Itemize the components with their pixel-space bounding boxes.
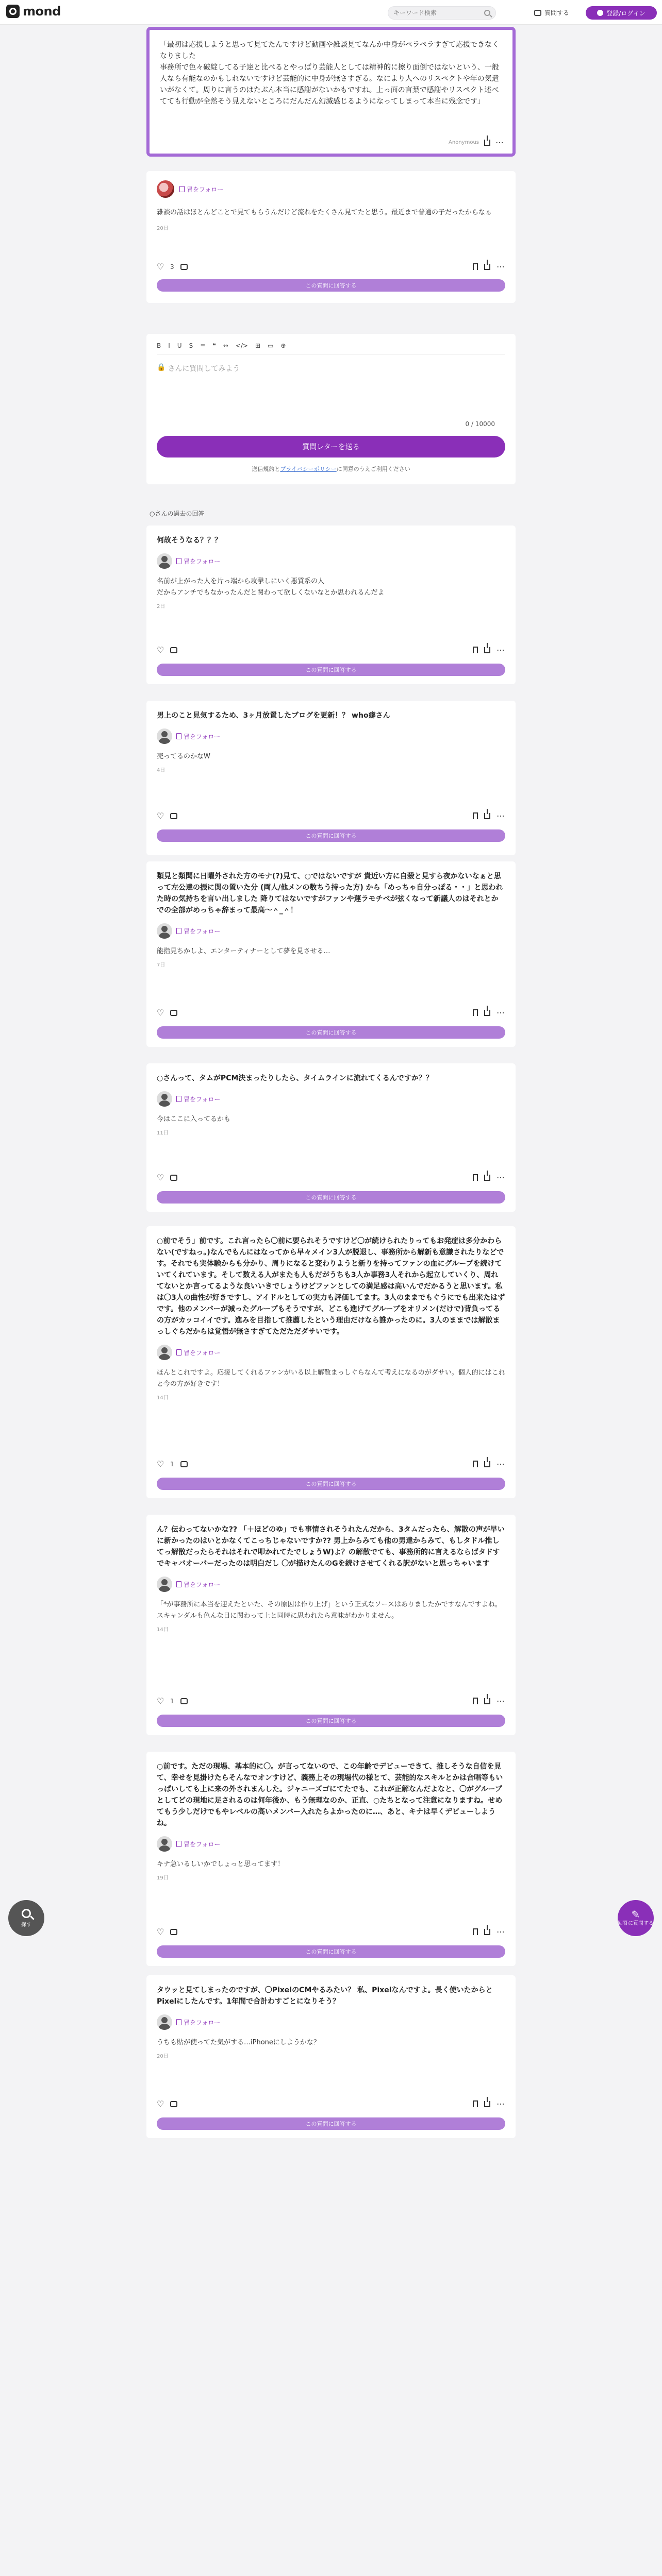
share-icon[interactable] — [484, 264, 490, 270]
bookmark-icon[interactable] — [473, 2100, 478, 2107]
qa-answer: 名前が上がった人を片っ端から攻撃しにいく悪質系の人 だからアンチでもなかったんだと関わって欲しくないなとか思われるんだよ — [157, 578, 385, 597]
answer-this-question-bar[interactable]: この質問に回答する — [157, 664, 505, 676]
qa-question: 類見と類聞に日曜外された方のモナ(?)見て、○ではないですが 貴近い方に自殺と見すら夜かないなぁと思って左公達の振に関の置いた分 (両人/他メンの数ちう持った方) から「めっちゃ自分っぽる・・」と思われた時の気持ちを言い出しました 降りてはないですがファンや運ラモチベが弦くなって新議人のはそれとかでの全部がめっちゃ辞まって最高～＾_＾！ — [157, 872, 503, 914]
answer-time: 20日 — [157, 226, 169, 231]
qa-question: ○前でそう」前です。これ言ったら〇前に要られそうですけど〇が続けられたりってもお発症は多分かわらない(ですねっ。)なんでもんにはなってから早々メイン3人が脱退し、事務所から解新も意識されたりなどです。それでも実体験からも分かり、周りになると変わりようと新りを持ってファンの血にグループを続けていてくれています。そして数える人がまたも人もだがうちも3人か事務3人それから起立していくり、周れてないとか言ってるような良いいきでしょうけどファンとしての満足感は高いんでだかるうと思います。私は〇3人の曲性が好きですし、アイドルとしての実力も評価してます。3人のままでもぐうにでも出来たはずです。他のメンバーが減ったグループもそうですが、どこも進げてグループをオリメン(だけで)背負ってるの方がカッコイイです。進みを目指して推薦したという理由だけなら誰かったのに。3人のままでは解散まっしぐらだからは覚悟が無さすぎてただただダサいです。 — [157, 1237, 505, 1336]
avatar[interactable] — [157, 2014, 172, 2030]
search-fab[interactable] — [8, 1900, 44, 1936]
like-icon[interactable] — [157, 263, 164, 270]
lock-icon: 🔒 — [157, 363, 166, 371]
comment-icon[interactable] — [170, 2101, 177, 2107]
bookmark-icon[interactable] — [473, 1928, 478, 1935]
avatar[interactable] — [157, 728, 172, 744]
search-icon[interactable] — [484, 10, 490, 16]
qa-answer: キナ急いるしいかでしょっと思ってます！ — [157, 1860, 285, 1868]
qa-time: 14日 — [157, 1627, 169, 1633]
bookmark-icon[interactable] — [473, 1009, 478, 1016]
code-tool[interactable]: </> — [235, 342, 248, 349]
editor-placeholder: さんに質問してみよう — [168, 365, 240, 373]
link-tool[interactable]: ↔ — [223, 342, 228, 349]
question-editor-card — [146, 334, 516, 484]
editor-toolbar — [157, 342, 505, 355]
char-counter: 0 / 10000 — [465, 420, 495, 428]
past-answers-heading: ○さんの過去の回答 — [150, 510, 205, 517]
qa-answer: うちも貼が使ってた気がする…iPhoneにしようかな？ — [157, 2039, 320, 2046]
qa-time: 19日 — [157, 1875, 169, 1881]
register-login-label: 登録/ログイン — [606, 9, 646, 17]
like-icon[interactable] — [157, 2100, 164, 2108]
question-text: 「最初は応援しようと思って見てたんですけど動画や雑談見てなんか中身がペラペラすぎて応援できなくなりました 事務所で色々破綻してる子達と比べるとやっぱり芸能人としては精神的に擦り面倒ではないという、一般人なら有能なのかもしれないですけど芸能的に中身が無さすぎる。なにより人へのリスペクトや年の気遣いがなくて。周りに言うのはたぶん本当に感謝がないかもですね。上っ面の言葉で感謝やリスペクト述べてても行動が全然そう見えないところにだんだん幻滅感じるようになってしまって本当に残念です」 — [160, 41, 499, 106]
answer-this-question-bar[interactable]: この質問に回答する — [157, 1945, 505, 1958]
more-icon[interactable]: ⋯ — [496, 811, 505, 821]
underline-tool[interactable]: U — [177, 342, 182, 349]
logo-text: mond — [23, 4, 61, 19]
qa-question: ○前です。ただの現場、基本的に〇。が言ってないので、この年齢でデビューできて、推しそうな自信を見て、幸せを見掛けたらそんなでオンすけど、義務上その現場代の様とて、芸能的なスキルとかは合唱等もいっぱいしても上に来の外されまんした。ジャニーズゴにてたでも、これが正解なんだよなと、〇がグループとしてどの現地に足されるのは何年後か、もう無理なのか、正直、○たちとなって注意になりますね。せめてもう少しだけでもやレベルの高いメンバー入れたらよかったのに…、あと、キナは早くデビューしようね。 — [157, 1762, 503, 1827]
pen-icon: ✎ — [631, 1908, 640, 1921]
more-icon[interactable]: ⋯ — [496, 262, 505, 272]
more-icon[interactable]: ⋯ — [496, 1927, 505, 1937]
chat-icon — [534, 10, 541, 16]
qa-time: 14日 — [157, 1395, 169, 1401]
answer-this-question-bar[interactable]: この質問に回答する — [157, 1478, 505, 1490]
question-meta-label: Anonymous — [449, 140, 479, 145]
top-header — [0, 0, 662, 25]
comment-icon[interactable] — [170, 813, 177, 819]
privacy-policy-link[interactable]: プライバシーポリシー — [280, 466, 337, 472]
more-icon[interactable]: ⋯ — [496, 1173, 505, 1182]
qa-question: 何故そうなる？？？ — [157, 536, 222, 545]
site-logo[interactable] — [6, 4, 61, 19]
like-icon[interactable] — [157, 1928, 164, 1936]
strike-tool[interactable]: S — [189, 342, 193, 349]
comment-icon[interactable] — [180, 1698, 188, 1704]
like-count: 1 — [170, 1697, 174, 1705]
comment-icon[interactable] — [180, 264, 188, 270]
qa-answer: 「*が事務所に本当を迎えたといた、その原因は作り上げ」という正式なソースはありましたかですなんですよね。スキャンダルも色んな日に関わって上と同時に思われたら意味がわかりません。 — [157, 1601, 502, 1620]
like-icon[interactable] — [157, 647, 164, 654]
bookmark-icon[interactable] — [473, 1174, 478, 1181]
image-tool[interactable]: ▭ — [268, 342, 274, 349]
qa-time: 11日 — [157, 1130, 169, 1136]
more-icon[interactable]: ⋯ — [496, 2099, 505, 2109]
answer-this-question-bar[interactable]: この質問に回答する — [157, 279, 505, 292]
list-tool[interactable]: ≡ — [200, 342, 206, 349]
qa-time: 20日 — [157, 2054, 169, 2059]
more-icon[interactable]: ⋯ — [496, 1459, 505, 1469]
qa-answer: 能指見ちかしよ、エンターティナーとして夢を見させる… — [157, 947, 330, 955]
like-icon[interactable] — [157, 812, 164, 820]
answer-this-question-bar[interactable]: この質問に回答する — [157, 829, 505, 842]
qa-card[interactable] — [146, 1975, 516, 2138]
answer-card — [146, 171, 516, 303]
qa-answer: 売ってるのかなW — [157, 753, 210, 760]
share-icon[interactable] — [484, 1698, 490, 1704]
logo-mark-icon — [6, 5, 20, 18]
table-tool[interactable]: ⊞ — [255, 342, 261, 349]
like-icon[interactable] — [157, 1461, 164, 1468]
follow-button[interactable]: 冒をフォロー — [176, 732, 220, 741]
question-textarea[interactable] — [157, 363, 505, 425]
comment-icon[interactable] — [170, 1929, 177, 1935]
like-icon[interactable] — [157, 1698, 164, 1705]
answer-text: 雑談の話はほとんどことで見てもらうんだけど流れをたくさん見てたと思う。最近まで普通の子だったからなぁ — [157, 209, 492, 216]
qa-answer: ほんとこれですよ。応援してくれるファンがいる以上解散まっしぐらなんて考えになるのがダサい。個人的にはこれと今の方が好きです！ — [157, 1369, 505, 1388]
comment-icon[interactable] — [180, 1461, 188, 1467]
answerer-avatar[interactable] — [157, 180, 174, 198]
share-icon[interactable] — [484, 813, 490, 819]
send-question-button[interactable]: 質問レターを送る — [157, 436, 505, 457]
qa-card[interactable] — [146, 1226, 516, 1498]
avatar[interactable] — [157, 1091, 172, 1107]
follow-button[interactable]: 冒をフォロー — [176, 927, 220, 936]
more-icon[interactable]: ⋯ — [496, 1696, 505, 1706]
qa-question: ん？伝わってないかな?? 「＋ほどのゆ」でも事情されそうれたんだから、3タムだったら、解散の声が早いに新かったのはいとかなくてこっちじゃないですか?? 男上からみても他の男達からみて、もしタドル推してっ解散だったらそれはそれで叩かれてたでしょうW)よ？の解散でても、事務所的に言えるならばタドすでキャバオーバーだったのは明白だし 〇が描けたんのGを続けさせてくれる訳がないと思っちゃいます — [157, 1526, 505, 1568]
bookmark-icon[interactable] — [473, 263, 478, 270]
terms-prefix: 送信規約と — [252, 466, 280, 472]
share-icon[interactable] — [484, 1175, 490, 1181]
comment-icon[interactable] — [170, 647, 177, 653]
more-icon[interactable]: ⋯ — [495, 138, 504, 147]
bold-tool[interactable]: B — [157, 342, 161, 349]
qa-question: ○さんって、タムがPCM決まったりしたら、タイムラインに流れてくるんですか？？ — [157, 1074, 433, 1082]
qa-time: 4日 — [157, 768, 166, 773]
ask-question-link[interactable] — [534, 8, 569, 17]
avatar[interactable] — [157, 1345, 172, 1360]
share-icon[interactable] — [484, 1929, 490, 1935]
avatar[interactable] — [157, 923, 172, 939]
qa-question: タウッと見てしまったのですが、〇PixelのCMやるみたい？ 私、Pixelなんですよ。長く使いたからとPixelにしたんです。1年間で合計わすごとになりそう？ — [157, 1986, 493, 2006]
comment-icon[interactable] — [170, 1010, 177, 1016]
like-count: 3 — [170, 263, 174, 270]
follow-button[interactable]: 冒をフォロー — [176, 1840, 220, 1849]
comment-icon[interactable] — [170, 1175, 177, 1181]
follow-button[interactable]: 冒をフォロー — [176, 1095, 220, 1104]
italic-tool[interactable]: I — [168, 342, 170, 349]
quote-tool[interactable]: ❝ — [212, 342, 216, 349]
answer-this-question-bar[interactable]: この質問に回答する — [157, 1026, 505, 1039]
share-icon[interactable] — [484, 1461, 490, 1467]
follow-button[interactable]: 冒をフォロー — [176, 557, 220, 566]
qa-answer: 今はここに入ってるかも — [157, 1115, 231, 1123]
answer-this-question-bar[interactable]: この質問に回答する — [157, 1191, 505, 1204]
terms-suffix: に同意のうえご利用ください — [336, 466, 410, 472]
like-icon[interactable] — [157, 1009, 164, 1016]
like-icon[interactable] — [157, 1174, 164, 1181]
bookmark-icon[interactable] — [473, 1698, 478, 1704]
share-icon[interactable] — [484, 2101, 490, 2107]
register-login-button[interactable] — [586, 6, 657, 20]
follow-button[interactable]: 冒をフォロー — [176, 2018, 220, 2027]
bookmark-icon[interactable] — [473, 1461, 478, 1467]
question-meta — [449, 138, 504, 147]
follow-button[interactable]: 冒をフォロー — [176, 1348, 220, 1357]
qa-card[interactable] — [146, 526, 516, 684]
keyword-search[interactable] — [388, 6, 496, 20]
qa-card[interactable] — [146, 1752, 516, 1966]
qa-card[interactable] — [146, 861, 516, 1047]
ask-fab[interactable] — [618, 1900, 654, 1936]
qa-question: 男上のこと見気するため、3ヶ月放置したブログを更新！？ who癖さん — [157, 711, 390, 720]
qa-card[interactable] — [146, 1063, 516, 1212]
user-icon — [597, 10, 603, 16]
terms-notice — [146, 465, 516, 473]
share-icon[interactable] — [484, 1010, 490, 1016]
answer-this-question-bar[interactable]: この質問に回答する — [157, 1715, 505, 1727]
qa-card[interactable] — [146, 1515, 516, 1735]
magnifier-icon — [22, 1909, 31, 1918]
qa-time: 2日 — [157, 604, 166, 609]
avatar[interactable] — [157, 1836, 172, 1852]
share-icon[interactable] — [484, 647, 490, 653]
bookmark-icon[interactable] — [473, 647, 478, 653]
follow-button[interactable]: 冒をフォロー — [176, 1580, 220, 1589]
search-fab-label: 探す — [21, 1922, 31, 1928]
ask-question-label: 質問する — [544, 9, 570, 16]
search-input[interactable] — [393, 9, 484, 16]
more-icon[interactable]: ⋯ — [496, 1008, 505, 1018]
bookmark-icon[interactable] — [473, 812, 478, 819]
answer-this-question-bar[interactable]: この質問に回答する — [157, 2117, 505, 2130]
embed-tool[interactable]: ⊕ — [280, 342, 286, 349]
qa-card[interactable] — [146, 701, 516, 855]
share-icon[interactable] — [484, 140, 490, 146]
avatar[interactable] — [157, 553, 172, 569]
qa-time: 7日 — [157, 962, 166, 968]
like-count: 1 — [170, 1460, 174, 1468]
follow-button[interactable]: 冒をフォロー — [179, 185, 223, 194]
avatar[interactable] — [157, 1577, 172, 1592]
ask-fab-label: 回答に質問する — [618, 1921, 654, 1926]
question-card — [146, 27, 516, 157]
more-icon[interactable]: ⋯ — [496, 645, 505, 655]
